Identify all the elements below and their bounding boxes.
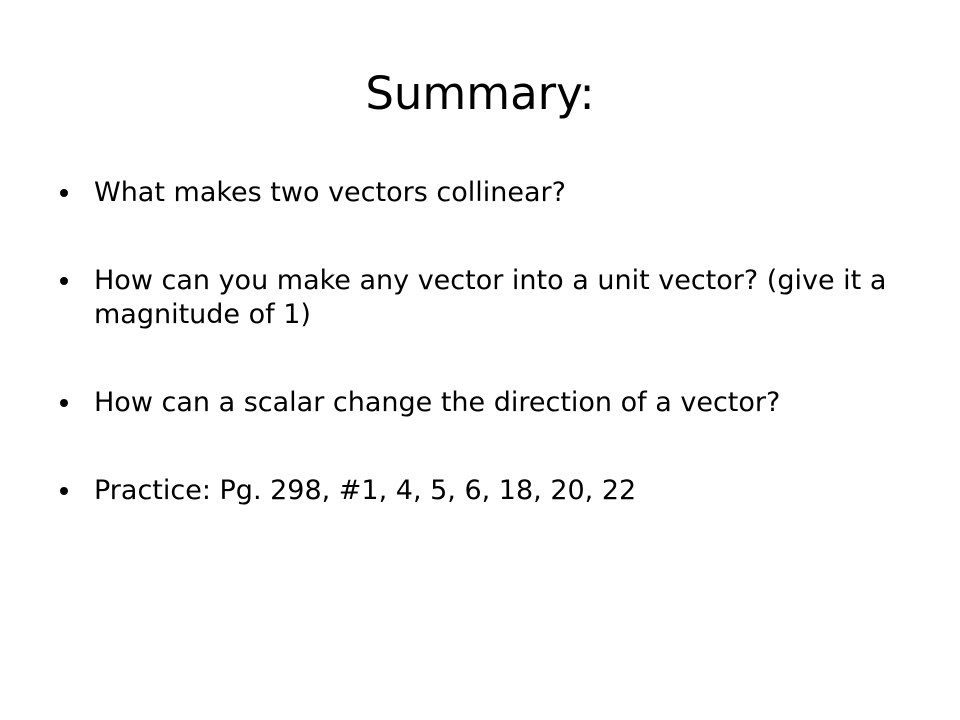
bullet-item xyxy=(58,176,908,210)
bullet-text: Practice: Pg. 298, #1, 4, 5, 6, 18, 20, 22 xyxy=(94,475,637,506)
bullet-text: How can a scalar change the direction of a vector? xyxy=(94,387,781,418)
bullet-text: What makes two vectors collinear? xyxy=(94,177,566,208)
bullet-dot-icon xyxy=(60,487,68,495)
bullet-dot-icon xyxy=(60,189,68,197)
bullet-text: How can you make any vector into a unit vector? (give it a magnitude of 1) xyxy=(94,265,887,330)
bullet-dot-icon xyxy=(60,277,68,285)
slide-title: Summary: xyxy=(365,67,595,120)
bullet-item xyxy=(58,264,908,332)
bullet-dot-icon xyxy=(60,399,68,407)
bullet-list xyxy=(58,176,908,508)
bullet-item xyxy=(58,386,908,420)
bullet-item xyxy=(58,474,908,508)
